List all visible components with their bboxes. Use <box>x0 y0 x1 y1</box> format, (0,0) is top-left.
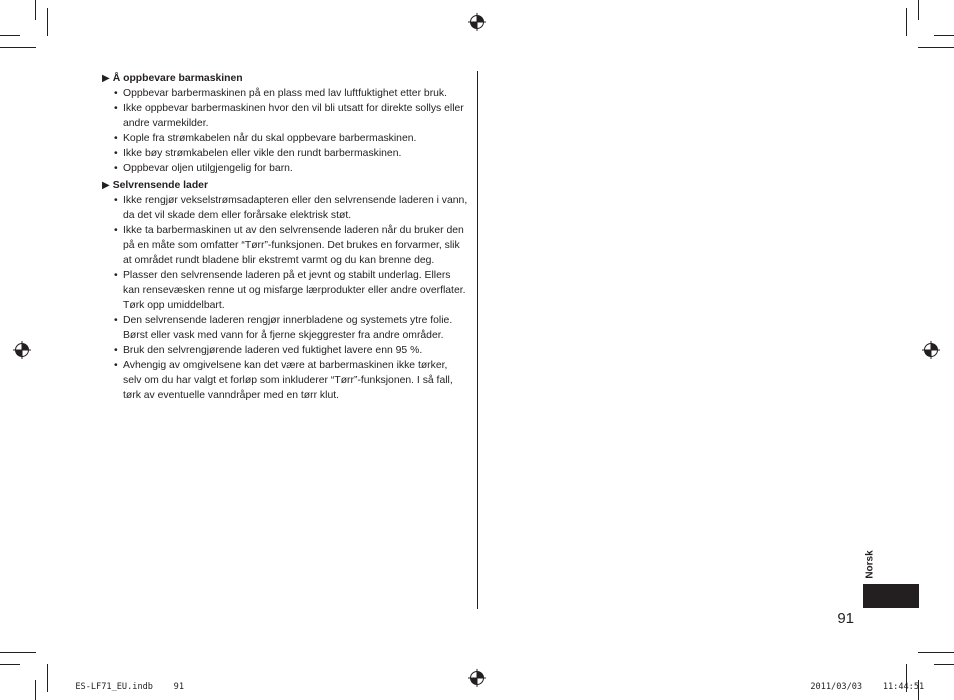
crop-mark-bottom-right-h2 <box>934 664 954 665</box>
section-heading <box>102 178 468 193</box>
list-item: • Den selvrensende laderen rengjør innerbladene og systemets ytre folie. Børst eller vask med vann for å fjerne skjeggrester fra andre områder. <box>114 315 453 341</box>
list-item: • Plasser den selvrensende laderen på et jevnt og stabilt underlag. Ellers kan rensevæsken renne ut og misfarge lærprodukter eller andre overflater. Tørk opp umiddelbart. <box>114 270 466 311</box>
crop-mark-top-left-h <box>0 47 36 48</box>
bullet-list <box>103 193 468 403</box>
list-item: • Avhengig av omgivelsene kan det være at barbermaskinen ikke tørker, selv om du har valgt et forløp som inkluderer “Tørr”-funksjonen. I så fall, tørk av eventuelle vanndråper med en tørr klut. <box>114 360 453 401</box>
crop-mark-top-left-v <box>47 8 48 36</box>
page-number: 91 <box>837 610 854 627</box>
crop-mark-top-right-h2 <box>934 35 954 36</box>
section-heading <box>102 71 468 86</box>
slug-timestamp: 2011/03/03 11:44:51 <box>810 682 925 692</box>
list-item: • Ikke rengjør vekselstrømsadapteren eller den selvrensende laderen i vann, da det vil skade dem eller forårsake elektrisk støt. <box>114 195 468 221</box>
crop-mark-bottom-right-h <box>918 652 954 653</box>
crop-mark-top-right-v2 <box>918 0 919 20</box>
section-heading-text: Å oppbevare barmaskinen <box>112 73 243 84</box>
column-divider <box>477 71 478 609</box>
crop-mark-bottom-left-v2 <box>35 680 36 700</box>
list-item: • Oppbevar barbermaskinen på en plass med lav luftfuktighet etter bruk. <box>114 88 448 99</box>
bullet-list <box>103 86 468 176</box>
manual-content <box>103 71 468 403</box>
right-triangle-icon: ▶ <box>102 73 110 84</box>
list-item: • Ikke oppbevar barbermaskinen hvor den vil bli utsatt for direkte sollys eller andre varmekilder. <box>114 103 464 129</box>
crop-mark-top-right-v <box>906 8 907 36</box>
registration-mark-icon <box>468 669 486 687</box>
slug-file: ES-LF71_EU.indb 91 <box>75 682 185 692</box>
crop-mark-bottom-left-h2 <box>0 664 20 665</box>
list-item: • Ikke bøy strømkabelen eller vikle den rundt barbermaskinen. <box>114 148 402 159</box>
section-heading-text: Selvrensende lader <box>112 180 208 191</box>
list-item: • Ikke ta barbermaskinen ut av den selvrensende laderen når du bruker den på en måte som omfatter “Tørr”-funksjonen. Det brukes en forvarmer, slik at området rundt bladene blir ekstremt varmt og du kan brenne deg. <box>114 225 464 266</box>
registration-mark-icon <box>468 13 486 31</box>
crop-mark-top-right-h <box>918 47 954 48</box>
registration-mark-icon <box>13 341 31 359</box>
language-tab-marker <box>863 584 919 608</box>
crop-mark-bottom-left-h <box>0 652 36 653</box>
language-tab-label: Norsk <box>864 549 876 579</box>
registration-mark-icon <box>922 341 940 359</box>
section-storage <box>103 71 468 176</box>
crop-mark-top-left-h2 <box>0 35 20 36</box>
list-item: • Oppbevar oljen utilgjengelig for barn. <box>114 163 293 174</box>
right-triangle-icon: ▶ <box>102 180 110 191</box>
section-self-cleaning-charger <box>103 178 468 403</box>
list-item: • Kople fra strømkabelen når du skal oppbevare barbermaskinen. <box>114 133 417 144</box>
crop-mark-top-left-v2 <box>35 0 36 20</box>
list-item: • Bruk den selvrengjørende laderen ved fuktighet lavere enn 95 %. <box>114 345 423 356</box>
crop-mark-bottom-left-v <box>47 664 48 692</box>
